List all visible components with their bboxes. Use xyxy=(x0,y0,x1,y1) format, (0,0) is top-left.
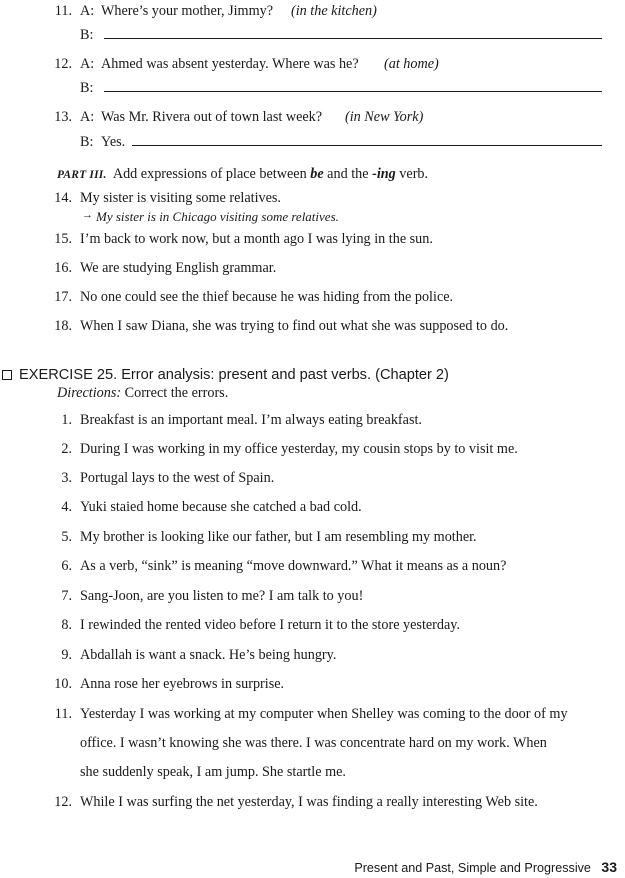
item-number: 3. xyxy=(61,470,72,486)
item-number: 7. xyxy=(61,588,72,604)
directions-label: Directions: xyxy=(57,385,122,401)
item-number: 17. xyxy=(54,289,72,305)
item-text: My sister is visiting some relatives. xyxy=(80,190,281,206)
item-number: 2. xyxy=(61,441,72,457)
item-text: While I was surfing the net yesterday, I was finding a really interesting Web site. xyxy=(80,794,538,810)
part-label: PART III. xyxy=(57,169,107,181)
hint-text: (in New York) xyxy=(345,109,424,125)
item-text: When I saw Diana, she was trying to find out what she was supposed to do. xyxy=(80,318,509,334)
answer-prefix: Yes. xyxy=(101,134,126,150)
item-text-line: she suddenly speak, I am jump. She startle me. xyxy=(80,764,346,780)
speaker-b-label: B: xyxy=(80,27,94,43)
item-text: We are studying English grammar. xyxy=(80,260,277,276)
page-number: 33 xyxy=(601,859,617,875)
item-number: 13. xyxy=(54,109,72,125)
item-text: Sang-Joon, are you listen to me? I am talk to you! xyxy=(80,588,364,604)
item-text: I’m back to work now, but a month ago I was lying in the sun. xyxy=(80,231,433,247)
arrow-icon: → xyxy=(82,209,93,221)
item-number: 11. xyxy=(54,706,72,722)
item-number: 8. xyxy=(61,617,72,633)
item-text: I rewinded the rented video before I return it to the store yesterday. xyxy=(80,617,461,633)
question-text: Where’s your mother, Jimmy? xyxy=(101,3,274,19)
question-text: Was Mr. Rivera out of town last week? xyxy=(101,109,323,125)
part3-instructions: PART III. Add expressions of place between be and the -ing verb. xyxy=(57,166,429,182)
item-text: Breakfast is an important meal. I’m always eating breakfast. xyxy=(80,412,422,428)
speaker-b-label: B: xyxy=(80,134,94,150)
speaker-a-label: A: xyxy=(80,109,95,125)
item-number: 6. xyxy=(61,558,72,574)
item-number: 10. xyxy=(54,676,72,692)
item-text: My brother is looking like our father, but I am resembling my mother. xyxy=(80,529,477,545)
speaker-a-label: A: xyxy=(80,3,95,19)
item-number: 1. xyxy=(61,412,72,428)
speaker-b-label: B: xyxy=(80,80,94,96)
item-text: No one could see the thief because he was hiding from the police. xyxy=(80,289,454,305)
speaker-a-label: A: xyxy=(80,56,95,72)
exercise-title: EXERCISE 25. Error analysis: present and past verbs. (Chapter 2) xyxy=(19,367,449,383)
answer-blank[interactable] xyxy=(104,91,602,92)
exercise-checkbox[interactable] xyxy=(2,370,12,380)
item-text: During I was working in my office yesterday, my cousin stops by to visit me. xyxy=(80,441,518,457)
item-text: As a verb, “sink” is meaning “move downward.” What it means as a noun? xyxy=(80,558,507,574)
item-text-line: Yesterday I was working at my computer when Shelley was coming to the door of my xyxy=(80,706,568,722)
item-text: Abdallah is want a snack. He’s being hungry. xyxy=(80,647,337,663)
directions-text: Correct the errors. xyxy=(124,385,229,401)
item-number: 9. xyxy=(61,647,72,663)
item-number: 15. xyxy=(54,231,72,247)
example-answer: My sister is in Chicago visiting some relatives. xyxy=(96,209,339,224)
item-number: 5. xyxy=(61,529,72,545)
directions xyxy=(57,386,228,400)
question-text: Ahmed was absent yesterday. Where was he? xyxy=(101,56,359,72)
item-number: 12. xyxy=(54,56,72,72)
item-number: 16. xyxy=(54,260,72,276)
item-text: Yuki staied home because she catched a bad cold. xyxy=(80,499,362,515)
hint-text: (at home) xyxy=(384,56,439,72)
running-footer-title: Present and Past, Simple and Progressive xyxy=(354,861,591,875)
answer-blank[interactable] xyxy=(132,145,602,146)
item-text: Anna rose her eyebrows in surprise. xyxy=(80,676,285,692)
item-text-line: office. I wasn’t knowing she was there. I was concentrate hard on my work. When xyxy=(80,735,547,751)
item-number: 18. xyxy=(54,318,72,334)
item-text: Portugal lays to the west of Spain. xyxy=(80,470,275,486)
item-number: 11. xyxy=(54,3,72,19)
item-number: 12. xyxy=(54,794,72,810)
item-number: 14. xyxy=(54,190,72,206)
answer-blank[interactable] xyxy=(104,38,602,39)
item-number: 4. xyxy=(61,499,72,515)
page-footer xyxy=(354,860,617,875)
hint-text: (in the kitchen) xyxy=(291,3,377,19)
